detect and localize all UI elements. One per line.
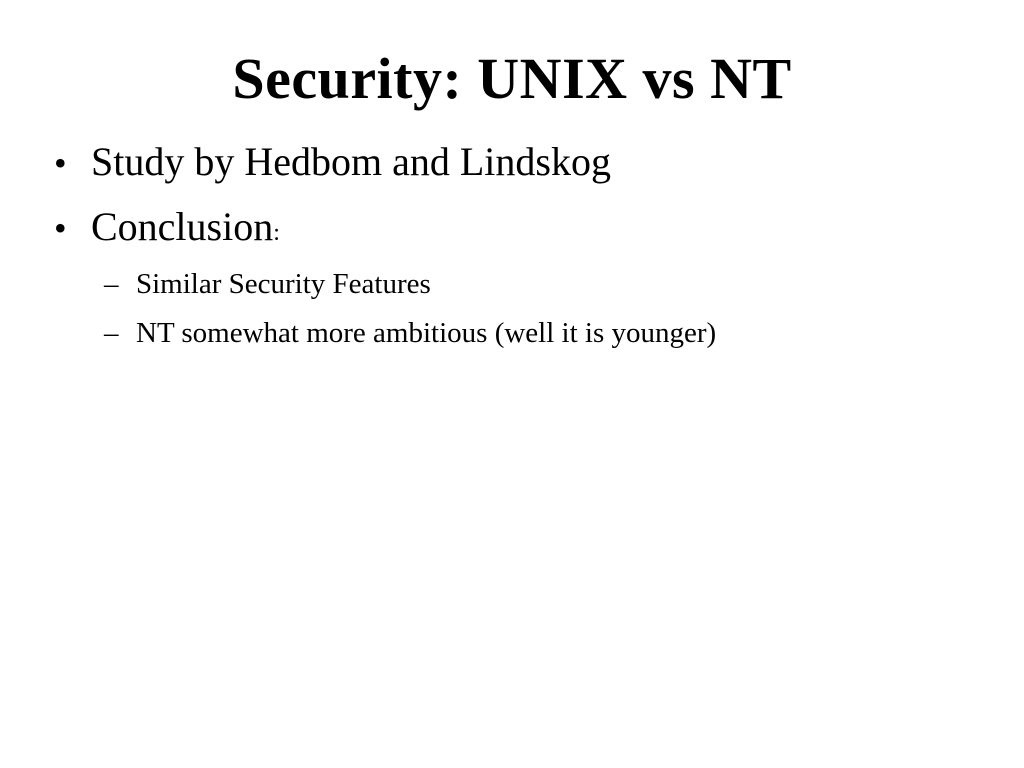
sub-bullet-text: NT somewhat more ambitious (well it is younger)	[136, 317, 717, 349]
bullet-marker: •	[54, 143, 67, 183]
sub-bullet-item	[104, 266, 431, 302]
sub-bullet-marker: –	[104, 317, 119, 349]
bullet-item	[54, 138, 611, 187]
bullet-suffix: :	[273, 220, 280, 246]
slide-title: Security: UNIX vs NT	[232, 46, 792, 111]
bullet-text: Conclusion	[91, 204, 274, 249]
bullet-item	[54, 203, 280, 257]
sub-bullet-text: Similar Security Features	[136, 268, 431, 300]
sub-bullet-marker: –	[104, 268, 119, 300]
bullet-text: Study by Hedbom and Lindskog	[91, 139, 611, 184]
bullet-marker: •	[54, 208, 67, 248]
sub-bullet-item	[104, 315, 716, 351]
